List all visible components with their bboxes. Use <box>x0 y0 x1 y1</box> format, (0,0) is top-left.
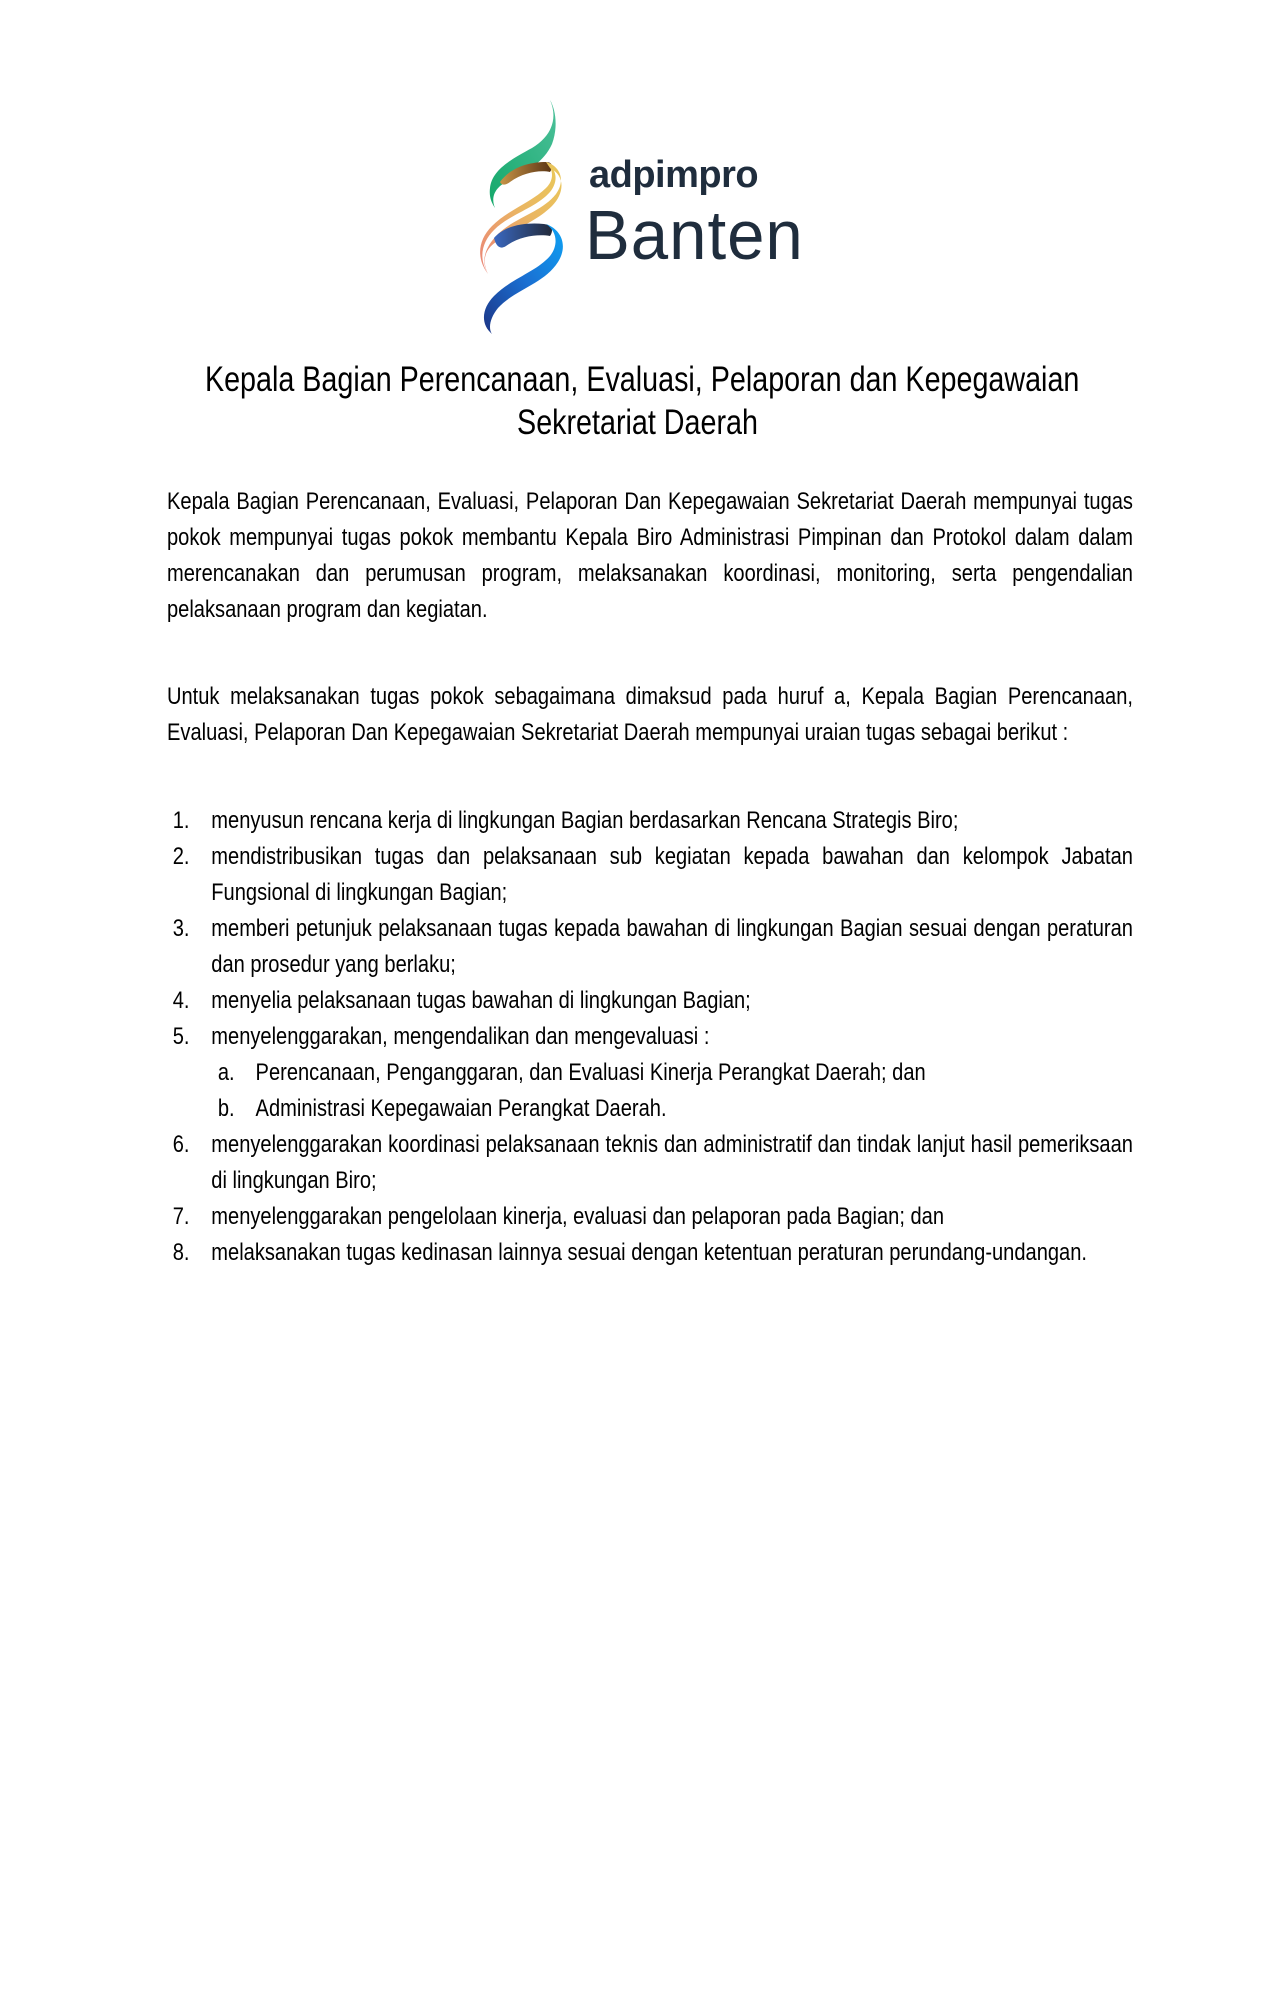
title-line-1: Kepala Bagian Perencanaan, Evaluasi, Pelaporan dan Kepegawaian <box>204 360 1080 399</box>
sub-list-letter: b. <box>217 1095 235 1122</box>
logo-wordmark-adpimpro: adpimpro <box>589 154 759 196</box>
list-item-text: menyelenggarakan, mengendalikan dan mengevaluasi : <box>211 1023 710 1050</box>
paragraph-task-intro: Untuk melaksanakan tugas pokok sebagaimana dimaksud pada huruf a, Kepala Bagian Perencanaan, Evaluasi, Pelaporan Dan Kepegawaian Sekretariat Daerah mempunyai uraian tugas sebagai berikut : <box>167 683 1133 746</box>
list-item-text: menyelenggarakan pengelolaan kinerja, evaluasi dan pelaporan pada Bagian; dan <box>211 1203 945 1230</box>
list-number: 1. <box>172 807 190 834</box>
list-number: 3. <box>172 915 190 942</box>
list-item <box>167 803 1133 839</box>
logo <box>470 96 840 336</box>
list-item-text: mendistribusikan tugas dan pelaksanaan sub kegiatan kepada bawahan dan kelompok Jabatan Fungsional di lingkungan Bagian; <box>211 843 1133 906</box>
sub-list-item-text: Perencanaan, Penganggaran, dan Evaluasi Kinerja Perangkat Daerah; dan <box>255 1059 926 1086</box>
logo-wordmark-banten: Banten <box>585 196 804 274</box>
sub-list-item-text: Administrasi Kepegawaian Perangkat Daerah. <box>255 1095 667 1122</box>
list-number: 5. <box>172 1023 190 1050</box>
list-number: 4. <box>172 987 190 1014</box>
task-list <box>167 803 1133 1271</box>
document-title <box>110 358 1165 444</box>
list-number: 6. <box>172 1131 190 1158</box>
list-item <box>167 1199 1133 1235</box>
title-line-2: Sekretariat Daerah <box>517 403 758 442</box>
list-item <box>167 839 1133 911</box>
helix-logo-icon <box>470 96 570 336</box>
list-number: 2. <box>172 843 190 870</box>
sub-list-letter: a. <box>217 1059 235 1086</box>
list-item-text: melaksanakan tugas kedinasan lainnya sesuai dengan ketentuan peraturan perundang-undangan. <box>211 1239 1087 1266</box>
list-item <box>167 911 1133 983</box>
list-item <box>167 983 1133 1019</box>
list-item-text: menyusun rencana kerja di lingkungan Bagian berdasarkan Rencana Strategis Biro; <box>211 807 959 834</box>
sub-list-item <box>167 1091 1133 1127</box>
list-number: 7. <box>172 1203 190 1230</box>
list-item-text: menyelia pelaksanaan tugas bawahan di lingkungan Bagian; <box>211 987 751 1014</box>
list-item <box>167 1235 1133 1271</box>
list-item-text: menyelenggarakan koordinasi pelaksanaan teknis dan administratif dan tindak lanjut hasil pemeriksaan di lingkungan Biro; <box>211 1131 1133 1194</box>
list-number: 8. <box>172 1239 190 1266</box>
paragraph-main-duty: Kepala Bagian Perencanaan, Evaluasi, Pelaporan Dan Kepegawaian Sekretariat Daerah mempunyai tugas pokok mempunyai tugas pokok membantu Kepala Biro Administrasi Pimpinan dan Protokol dalam dalam merencanakan dan perumusan program, melaksanakan koordinasi, monitoring, serta pengendalian pelaksanaan program dan kegiatan. <box>167 488 1133 623</box>
list-item <box>167 1019 1133 1055</box>
sub-list-item <box>167 1055 1133 1091</box>
list-item <box>167 1127 1133 1199</box>
list-item-text: memberi petunjuk pelaksanaan tugas kepada bawahan di lingkungan Bagian sesuai dengan peraturan dan prosedur yang berlaku; <box>211 915 1133 978</box>
